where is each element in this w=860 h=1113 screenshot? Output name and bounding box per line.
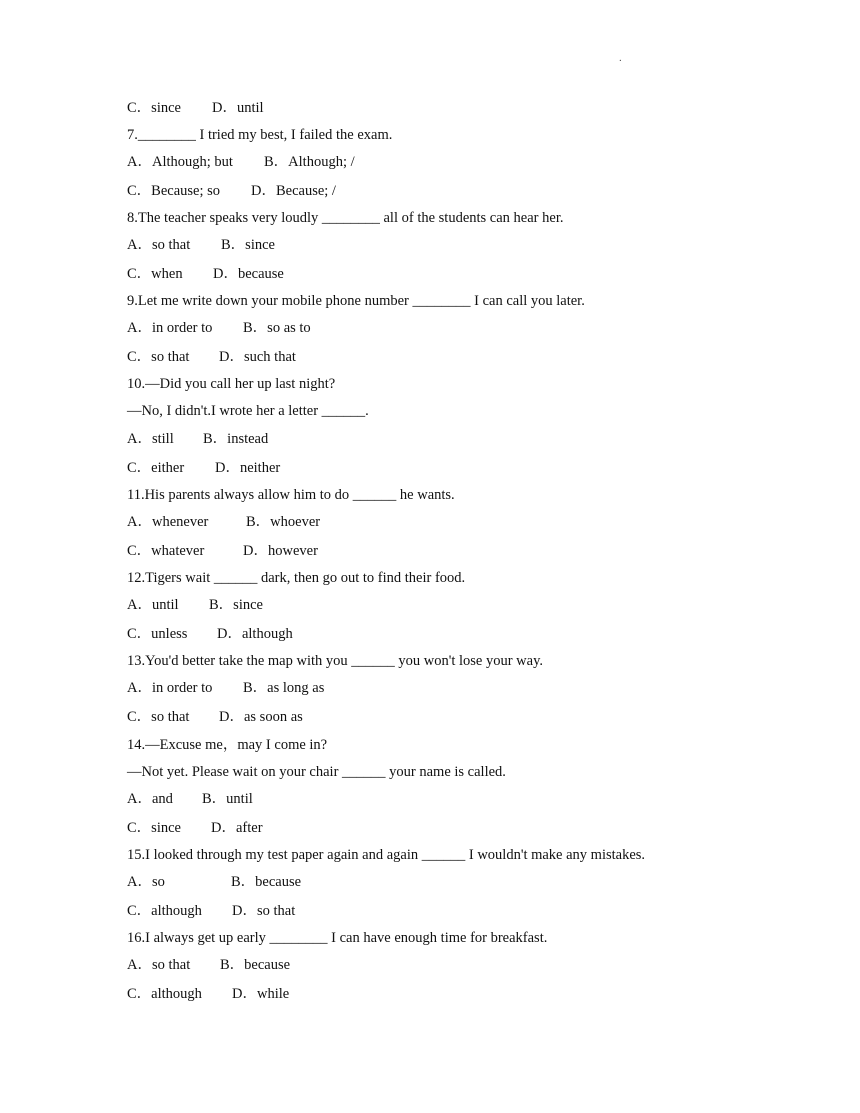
option-first: C．since [127, 820, 181, 836]
answer-options [127, 264, 284, 284]
option-second: B．since [209, 597, 263, 613]
answer-options [127, 541, 318, 561]
answer-options [127, 98, 264, 118]
option-second: B．Although; / [264, 154, 355, 170]
option-first: A．whenever [127, 514, 209, 530]
option-first: A．so that [127, 957, 191, 973]
answer-options [127, 235, 275, 255]
question-text: 12.Tigers wait ______ dark, then go out to find their food. [127, 570, 466, 586]
option-second: D．Because; / [251, 183, 336, 199]
option-second: D．until [212, 100, 264, 116]
question-text: 8.The teacher speaks very loudly ________ all of the students can hear her. [127, 210, 564, 226]
option-first: C．either [127, 460, 185, 476]
option-first: C．when [127, 266, 183, 282]
answer-options [127, 429, 268, 449]
answer-options [127, 818, 263, 838]
option-first: A．so that [127, 237, 191, 253]
answer-options [127, 318, 311, 338]
option-second: D．because [213, 266, 284, 282]
option-first: C．so that [127, 709, 190, 725]
option-second: D．such that [219, 349, 296, 365]
option-second: D．after [211, 820, 263, 836]
answer-options [127, 872, 301, 892]
question-text: 16.I always get up early ________ I can have enough time for breakfast. [127, 930, 548, 946]
option-second: B．because [220, 957, 291, 973]
question-text: 13.You'd better take the map with you ______ you won't lose your way. [127, 653, 544, 669]
option-second: B．whoever [246, 514, 321, 530]
question-text: —Not yet. Please wait on your chair ______ your name is called. [127, 764, 506, 780]
option-second: B．so as to [243, 320, 311, 336]
answer-options [127, 955, 290, 975]
option-first: C．although [127, 903, 202, 919]
option-first: C．Because; so [127, 183, 221, 199]
header-mark: . [619, 52, 622, 64]
question-text: 10.—Did you call her up last night? [127, 376, 336, 392]
option-second: B．since [221, 237, 275, 253]
option-second: D．although [217, 626, 293, 642]
answer-options [127, 347, 296, 367]
question-text: —No, I didn't.I wrote her a letter ______. [127, 403, 369, 419]
option-second: B．as long as [243, 680, 325, 696]
option-first: C．since [127, 100, 181, 116]
option-first: A．in order to [127, 680, 213, 696]
option-first: A．still [127, 431, 174, 447]
answer-options [127, 984, 289, 1004]
answer-options [127, 595, 263, 615]
option-first: C．unless [127, 626, 188, 642]
option-second: D．so that [232, 903, 296, 919]
option-second: D．however [243, 543, 318, 559]
option-second: D．while [232, 986, 290, 1002]
answer-options [127, 678, 324, 698]
answer-options [127, 707, 303, 727]
option-first: C．whatever [127, 543, 205, 559]
answer-options [127, 624, 293, 644]
option-first: A．until [127, 597, 179, 613]
option-first: A．so [127, 874, 165, 890]
answer-options [127, 181, 336, 201]
option-second: D．as soon as [219, 709, 303, 725]
option-first: C．so that [127, 349, 190, 365]
question-text: 9.Let me write down your mobile phone number ________ I can call you later. [127, 293, 585, 309]
option-first: A．and [127, 791, 173, 807]
option-first: A．Although; but [127, 154, 233, 170]
answer-options [127, 789, 253, 809]
answer-options [127, 512, 320, 532]
option-second: D．neither [215, 460, 281, 476]
option-first: C．although [127, 986, 202, 1002]
option-second: B．instead [203, 431, 269, 447]
option-second: B．until [202, 791, 253, 807]
question-text: 11.His parents always allow him to do ______ he wants. [127, 487, 455, 503]
answer-options [127, 152, 355, 172]
question-text: 14.—Excuse me，may I come in? [127, 737, 328, 753]
question-text: 15.I looked through my test paper again and again ______ I wouldn't make any mistakes. [127, 847, 646, 863]
answer-options [127, 458, 280, 478]
option-first: A．in order to [127, 320, 213, 336]
question-text: 7.________ I tried my best, I failed the exam. [127, 127, 393, 143]
option-second: B．because [231, 874, 302, 890]
answer-options [127, 901, 295, 921]
